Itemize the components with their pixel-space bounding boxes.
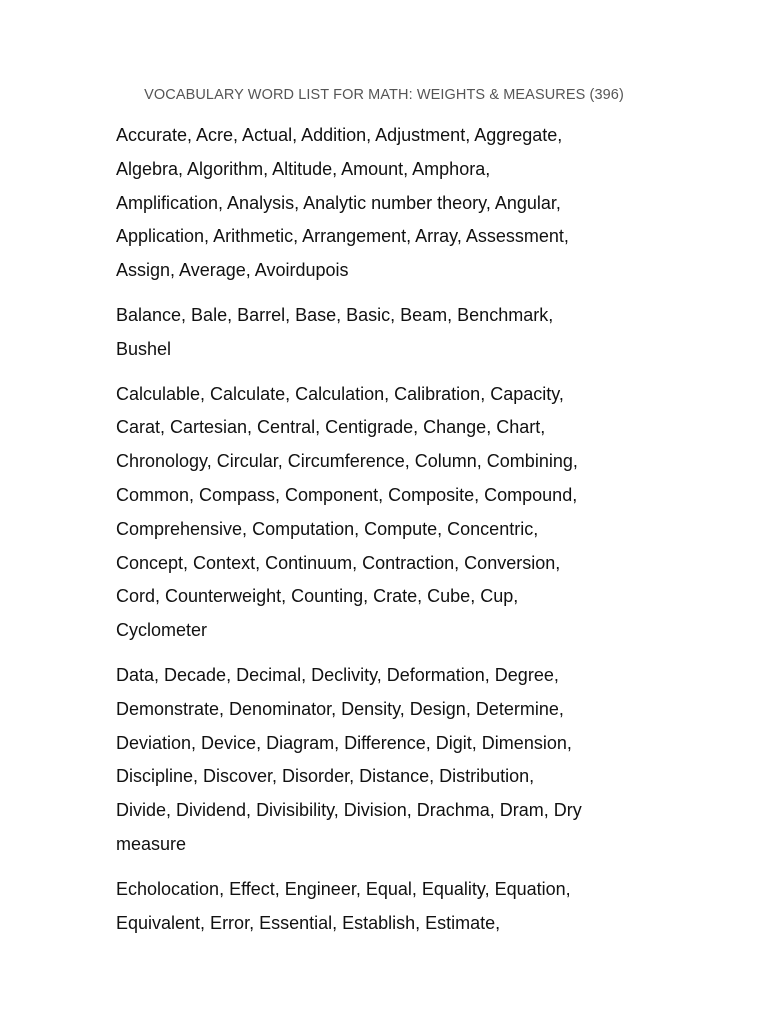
word-line: Chronology, Circular, Circumference, Column, Combining, (116, 451, 578, 472)
word-list (116, 119, 676, 951)
word-line: Application, Arithmetic, Arrangement, Array, Assessment, (116, 226, 569, 247)
word-line: Equivalent, Error, Essential, Establish, Estimate, (116, 912, 501, 933)
word-line: Bushel (116, 338, 172, 359)
word-paragraph (116, 119, 676, 288)
word-line: Cord, Counterweight, Counting, Crate, Cube, Cup, (116, 586, 519, 607)
word-line: Comprehensive, Computation, Compute, Concentric, (116, 518, 539, 539)
word-line: Balance, Bale, Barrel, Base, Basic, Beam, Benchmark, (116, 304, 554, 325)
word-line: Discipline, Discover, Disorder, Distance, Distribution, (116, 766, 535, 787)
word-paragraph (116, 378, 676, 648)
word-line: Carat, Cartesian, Central, Centigrade, Change, Chart, (116, 417, 546, 438)
word-line: Concept, Context, Continuum, Contraction, Conversion, (116, 552, 561, 573)
word-line: Common, Compass, Component, Composite, Compound, (116, 484, 578, 505)
word-line: Demonstrate, Denominator, Density, Design, Determine, (116, 698, 564, 719)
word-line: Algebra, Algorithm, Altitude, Amount, Amphora, (116, 158, 491, 179)
document-title: VOCABULARY WORD LIST FOR MATH: WEIGHTS & MEASURES (396) (144, 87, 624, 103)
word-line: Calculable, Calculate, Calculation, Calibration, Capacity, (116, 383, 564, 404)
word-paragraph (116, 299, 676, 367)
word-line: Accurate, Acre, Actual, Addition, Adjustment, Aggregate, (116, 125, 563, 145)
word-paragraph (116, 873, 676, 941)
word-line: measure (116, 833, 187, 854)
word-paragraph (116, 659, 676, 862)
word-line: Divide, Dividend, Divisibility, Division, Drachma, Dram, Dry (116, 800, 582, 821)
word-line: Data, Decade, Decimal, Declivity, Deformation, Degree, (116, 664, 559, 685)
word-line: Cyclometer (116, 620, 208, 641)
word-line: Assign, Average, Avoirdupois (116, 260, 349, 281)
word-line: Deviation, Device, Diagram, Difference, Digit, Dimension, (116, 732, 572, 753)
word-line: Echolocation, Effect, Engineer, Equal, Equality, Equation, (116, 878, 571, 899)
word-line: Amplification, Analysis, Analytic number theory, Angular, (116, 192, 561, 213)
